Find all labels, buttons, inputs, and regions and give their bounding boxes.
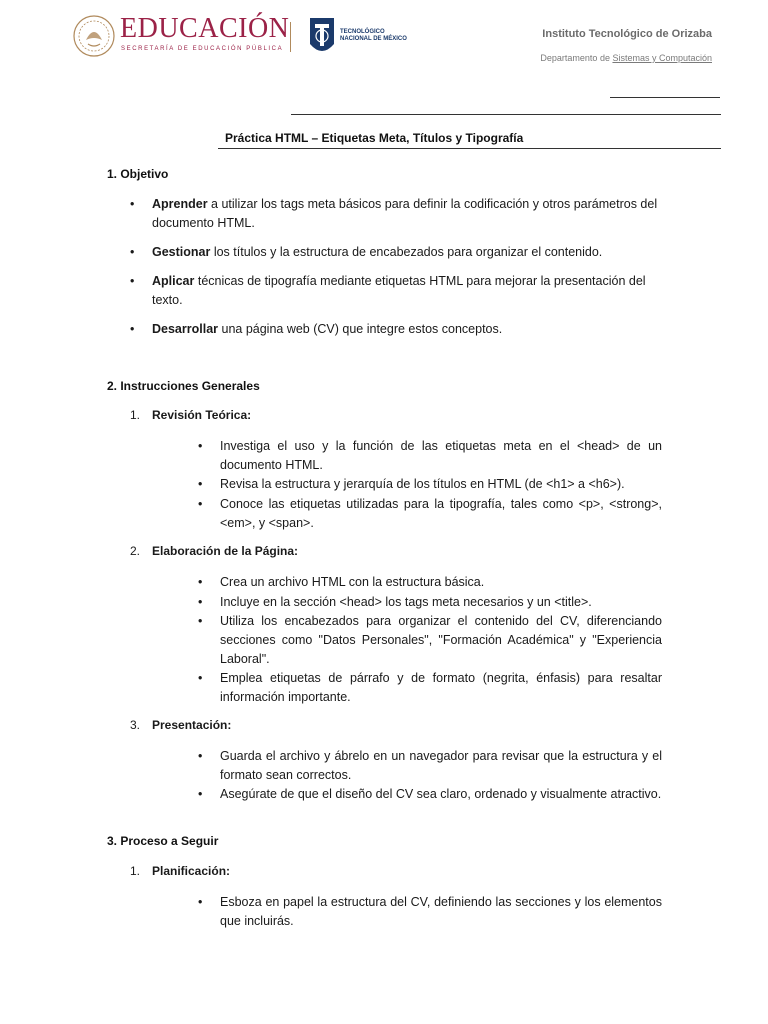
bullet-icon: •	[198, 439, 203, 453]
bullet-icon: •	[130, 245, 135, 259]
list-item	[198, 893, 662, 931]
list-item	[198, 747, 662, 785]
title-underline	[218, 148, 721, 149]
department-prefix: Departamento de	[540, 53, 613, 63]
list-item	[198, 593, 662, 612]
bullet-icon: •	[198, 614, 203, 628]
logo-divider	[290, 22, 291, 52]
item-text: Revisa la estructura y jerarquía de los títulos en HTML (de <h1> a <h6>).	[220, 477, 625, 491]
item-text: técnicas de tipografía mediante etiquetas HTML para mejorar la presentación del texto.	[152, 274, 646, 307]
step-revision-teorica	[130, 408, 251, 422]
item-text: Esboza en papel la estructura del CV, definiendo las secciones y los elementos que incluirás.	[220, 895, 662, 928]
bullet-icon: •	[198, 749, 203, 763]
step-presentacion	[130, 718, 231, 732]
bullet-icon: •	[198, 895, 203, 909]
tecnm-line1: TECNOLÓGICO	[340, 29, 385, 35]
list-item	[198, 495, 662, 533]
tecnm-line2: NACIONAL DE MÉXICO	[340, 36, 407, 42]
header-rule-short	[610, 97, 720, 98]
list-item	[198, 785, 662, 804]
item-text: una página web (CV) que integre estos conceptos.	[218, 322, 503, 336]
bullet-icon: •	[198, 497, 203, 511]
section-proceso-heading: 3. Proceso a Seguir	[107, 834, 219, 848]
edu-title: EDUCACIÓN	[120, 13, 290, 44]
list-item	[130, 272, 662, 310]
item-text: Conoce las etiquetas utilizadas para la tipografía, tales como <p>, <strong>, <em>, y <span>.	[220, 497, 662, 530]
list-item	[130, 243, 662, 262]
step-planificacion	[130, 864, 230, 878]
document-title: Práctica HTML – Etiquetas Meta, Títulos y Tipografía	[225, 131, 524, 145]
bullet-icon: •	[198, 477, 203, 491]
item-text: a utilizar los tags meta básicos para definir la codificación y otros parámetros del documento HTML.	[152, 197, 658, 230]
step-number: 2.	[130, 544, 141, 558]
item-text: Emplea etiquetas de párrafo y de formato (negrita, énfasis) para resaltar información importante.	[220, 671, 662, 704]
step-label: Elaboración de la Página:	[152, 544, 299, 558]
department-link[interactable]: Sistemas y Computación	[612, 53, 712, 63]
item-bold: Aprender	[152, 197, 208, 211]
step-number: 3.	[130, 718, 141, 732]
item-text: Guarda el archivo y ábrelo en un navegador para revisar que la estructura y el formato sean correctos.	[220, 749, 662, 782]
list-item	[130, 195, 662, 233]
edu-subtitle: SECRETARÍA DE EDUCACIÓN PÚBLICA	[121, 46, 284, 52]
item-text: Investiga el uso y la función de las etiquetas meta en el <head> de un documento HTML.	[220, 439, 662, 472]
step-elaboracion	[130, 544, 298, 558]
item-bold: Desarrollar	[152, 322, 219, 336]
step-label: Revisión Teórica:	[152, 408, 252, 422]
bullet-icon: •	[130, 274, 135, 288]
item-bold: Gestionar	[152, 245, 211, 259]
tecnm-text	[340, 29, 407, 43]
step-number: 1.	[130, 864, 141, 878]
section-instrucciones-heading: 2. Instrucciones Generales	[107, 379, 260, 393]
step-label: Presentación:	[152, 718, 232, 732]
page-header	[0, 0, 768, 80]
bullet-icon: •	[198, 787, 203, 801]
step-label: Planificación:	[152, 864, 231, 878]
item-bold: Aplicar	[152, 274, 195, 288]
step-number: 1.	[130, 408, 141, 422]
item-text: Utiliza los encabezados para organizar el contenido del CV, diferenciando secciones como "Datos Personales", "Formación Académica" y "Experiencia Laboral".	[220, 614, 662, 666]
bullet-icon: •	[198, 671, 203, 685]
section-objetivo-heading: 1. Objetivo	[107, 167, 169, 181]
header-rule-long	[291, 114, 721, 115]
tecnm-logo-icon	[306, 14, 338, 60]
list-item	[130, 320, 662, 339]
item-text: los títulos y la estructura de encabezados para organizar el contenido.	[210, 245, 603, 259]
list-item	[198, 669, 662, 707]
list-item	[198, 437, 662, 475]
bullet-icon: •	[130, 197, 135, 211]
list-item	[198, 612, 662, 669]
department-line	[540, 53, 712, 63]
mexico-seal-icon	[72, 14, 116, 58]
list-item	[198, 573, 662, 592]
item-text: Crea un archivo HTML con la estructura básica.	[220, 575, 485, 589]
item-text: Incluye en la sección <head> los tags meta necesarios y un <title>.	[220, 595, 592, 609]
list-item	[198, 475, 662, 494]
bullet-icon: •	[198, 575, 203, 589]
bullet-icon: •	[198, 595, 203, 609]
bullet-icon: •	[130, 322, 135, 336]
item-text: Asegúrate de que el diseño del CV sea claro, ordenado y visualmente atractivo.	[220, 787, 662, 801]
institute-name: Instituto Tecnológico de Orizaba	[542, 28, 712, 40]
